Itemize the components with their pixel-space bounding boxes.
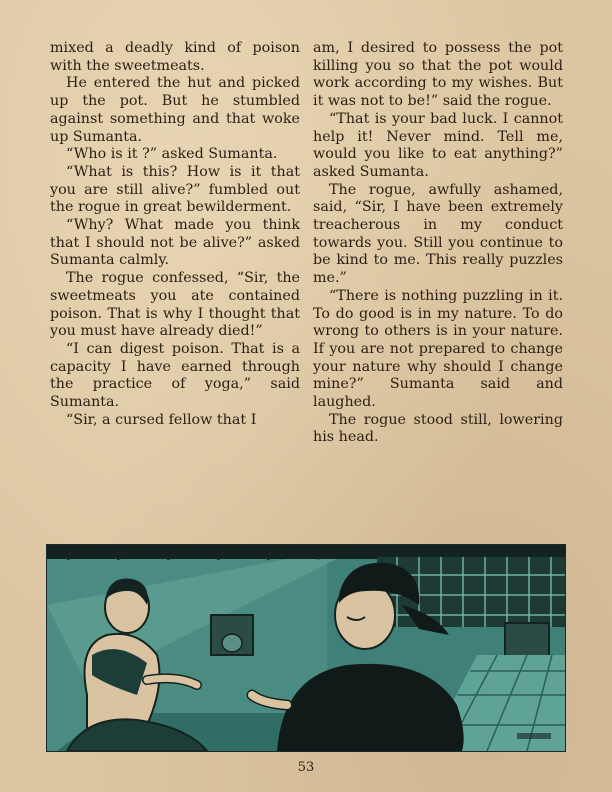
illustration-scene [47, 545, 565, 751]
story-illustration [46, 544, 566, 752]
paragraph: “Who is it ?” asked Sumanta. [66, 146, 278, 163]
paragraph: He entered the hut and picked up the pot. But he stumbled against something and that woke up Sumanta. [50, 75, 300, 145]
paragraph: “There is nothing puzzling in it. To do good is in my nature. To do wrong to others is in your nature. If you are not prepared to change your nature why should I change mine?” Sumanta said and laughed. [313, 287, 563, 411]
paragraph: am, I desired to possess the pot killing you so that the pot would work according to my wishes. But it was not to be!” said the rogue. [313, 40, 563, 110]
paragraph: The rogue stood still, lowering his head. [313, 411, 563, 446]
text-column-right [313, 40, 563, 447]
paragraph: “What is this? How is it that you are still alive?” fumbled out the rogue in great bewilderment. [50, 163, 300, 216]
paragraph: The rogue, awfully ashamed, said, “Sir, I have been extremely treacherous in my conduct towards you. Still you continue to be kind to me. This really puzzles me.” [313, 181, 563, 287]
text-column-left [50, 40, 300, 429]
page-number: 53 [297, 760, 315, 775]
paragraph: “Sir, a cursed fellow that I [66, 411, 257, 428]
paragraph: “That is your bad luck. I cannot help it! Never mind. Tell me, would you like to eat anything?” asked Sumanta. [313, 110, 563, 180]
paragraph: The rogue confessed, “Sir, the sweetmeats you ate contained poison. That is why I thought that you must have already died!” [50, 270, 300, 340]
paragraph: “Why? What made you think that I should not be alive?” asked Sumanta calmly. [50, 217, 300, 269]
paragraph: “I can digest poison. That is a capacity I have earned through the practice of yoga,” said Sumanta. [50, 340, 300, 411]
paragraph: mixed a deadly kind of poison with the sweetmeats. [50, 40, 300, 74]
